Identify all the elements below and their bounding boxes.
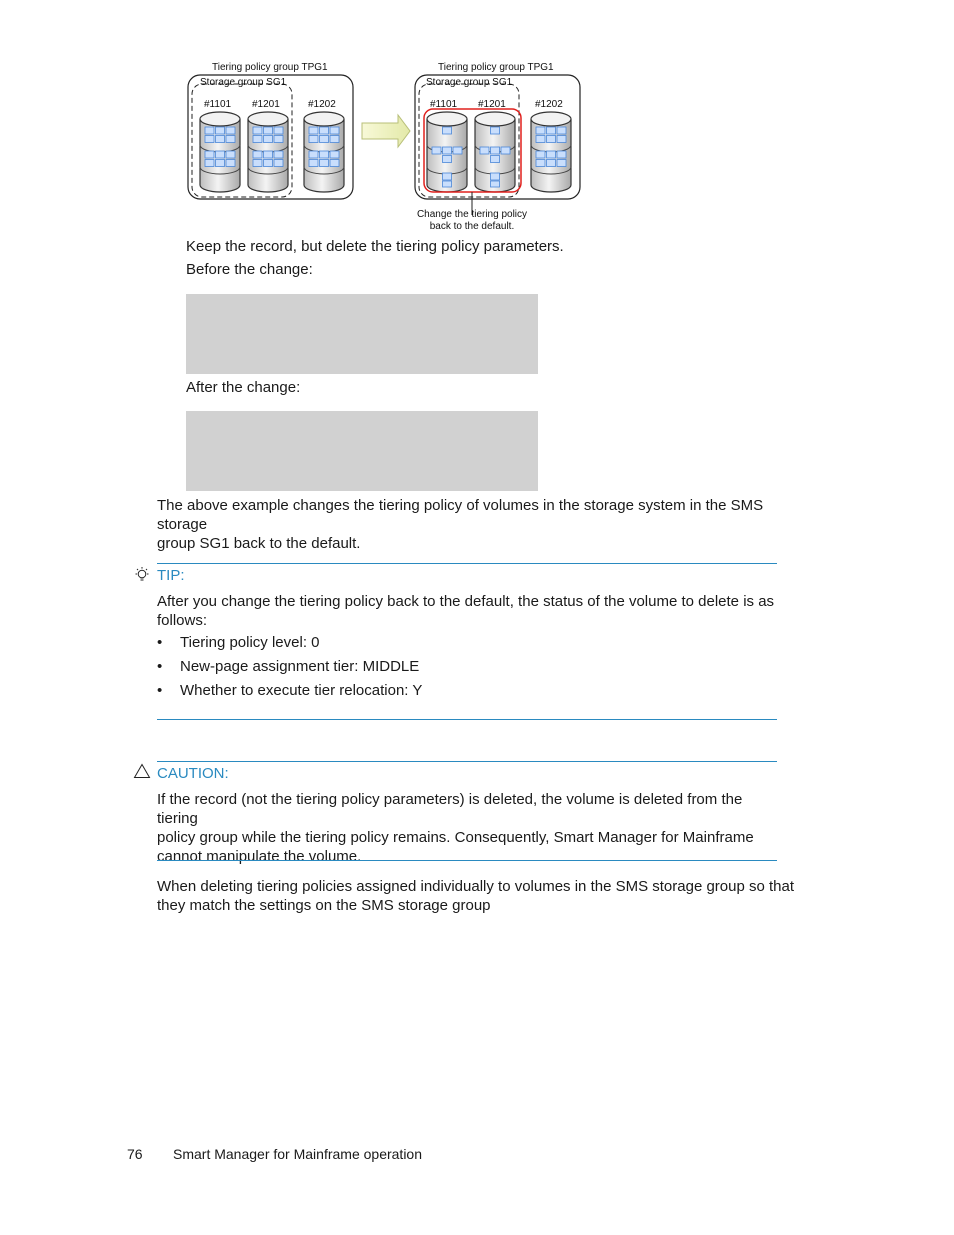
before-code-block [186, 294, 538, 374]
caution-line-3: cannot manipulate the volume. [157, 848, 362, 865]
volume-label: #1202 [535, 99, 563, 110]
closing-line-1: When deleting tiering policies assigned individually to volumes in the SMS storage group so that [157, 878, 795, 895]
list-item: • Whether to execute tier relocation: Y [157, 679, 422, 703]
tip-line-2: follows: [157, 612, 208, 629]
tip-line-1: After you change the tiering policy back to the default, the status of the volume to delete is as [157, 593, 775, 610]
before-change-label: Before the change: [186, 261, 313, 278]
lightbulb-icon [133, 566, 151, 584]
volume-label: #1101 [204, 99, 232, 110]
left-group-label: Tiering policy group TPG1 [212, 62, 328, 73]
volume-label: #1201 [252, 99, 280, 110]
left-storage-label: Storage group SG1 [200, 77, 287, 88]
list-item: • New-page assignment tier: MIDDLE [157, 655, 422, 679]
list-item: • Tiering policy level: 0 [157, 631, 422, 655]
page-number: 76 [127, 1146, 143, 1162]
callout-text-line1: Change the tiering policy [416, 209, 528, 220]
arrow-right-icon [362, 115, 410, 147]
closing-line-2: they match the settings on the SMS storage group [157, 897, 491, 914]
tip-title: TIP: [157, 567, 185, 584]
example-line-1: The above example changes the tiering policy of volumes in the storage system in the SMS storage [157, 497, 764, 533]
caution-paragraph [157, 790, 777, 866]
tip-paragraph [157, 592, 777, 630]
after-change-label: After the change: [186, 379, 301, 396]
volume-label: #1201 [478, 99, 506, 110]
tip-bottom-rule [157, 719, 777, 720]
caution-line-1: If the record (not the tiering policy parameters) is deleted, the volume is deleted from the tiering [157, 791, 743, 827]
right-group-label: Tiering policy group TPG1 [438, 62, 554, 73]
after-code-block [186, 411, 538, 491]
volume-label: #1202 [308, 99, 336, 110]
caution-bottom-rule [157, 860, 777, 861]
right-storage-label: Storage group SG1 [426, 77, 513, 88]
tiering-policy-figure [180, 55, 590, 235]
footer-section-title: Smart Manager for Mainframe operation [173, 1146, 422, 1162]
callout-text-line2: back to the default. [429, 221, 515, 232]
example-paragraph [157, 496, 817, 553]
warning-triangle-icon [133, 763, 151, 779]
keep-record-text: Keep the record, but delete the tiering policy parameters. [186, 238, 564, 255]
tip-status-list [157, 631, 422, 703]
caution-top-rule [157, 761, 777, 762]
closing-paragraph [157, 877, 817, 915]
caution-line-2: policy group while the tiering policy remains. Consequently, Smart Manager for Mainframe [157, 829, 754, 846]
example-line-2: group SG1 back to the default. [157, 535, 361, 552]
caution-title: CAUTION: [157, 765, 229, 782]
volume-label: #1101 [430, 99, 458, 110]
tip-top-rule [157, 563, 777, 564]
